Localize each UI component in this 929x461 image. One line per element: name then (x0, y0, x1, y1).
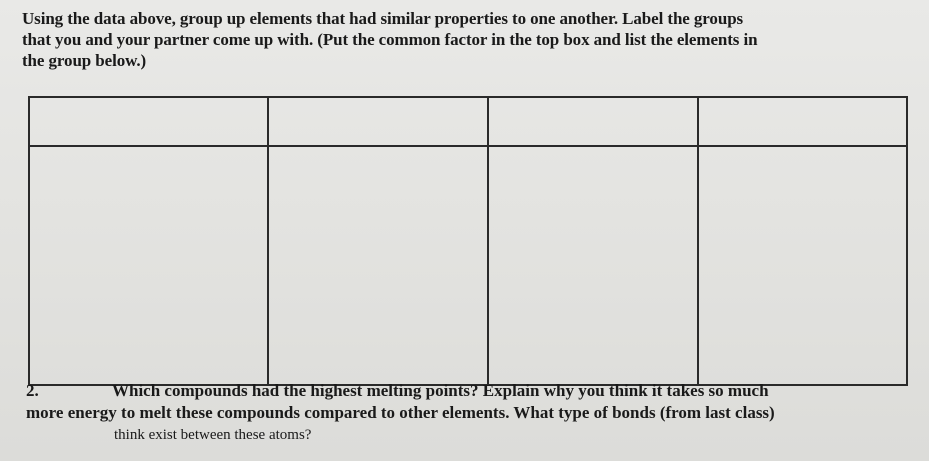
table-cell-body-3[interactable] (489, 147, 697, 384)
table-cell-header-3[interactable] (489, 98, 697, 145)
table-cell-body-4[interactable] (699, 147, 906, 384)
table-cell-header-1[interactable] (30, 98, 267, 145)
table-cell-header-4[interactable] (699, 98, 906, 145)
instructions-text (22, 8, 918, 71)
instructions-line-3: the group below.) (22, 51, 147, 70)
question-2-number: 2. (26, 381, 39, 400)
question-2-line-3: think exist between these atoms? (114, 427, 312, 443)
question-2-line-2: more energy to melt these compounds compared to other elements. What type of bonds (from last class) (26, 403, 775, 422)
table-cell-header-2[interactable] (269, 98, 487, 145)
grouping-table (28, 96, 908, 386)
table-cell-body-2[interactable] (269, 147, 487, 384)
question-2-line-1: Which compounds had the highest melting points? Explain why you think it takes so much (112, 381, 769, 400)
instructions-line-1: Using the data above, group up elements that had similar properties to one another. Label the groups (22, 9, 744, 28)
table-cell-body-1[interactable] (30, 147, 267, 384)
instructions-line-2: that you and your partner come up with. (Put the common factor in the top box and list the elements in (22, 30, 758, 49)
question-2 (26, 380, 926, 446)
